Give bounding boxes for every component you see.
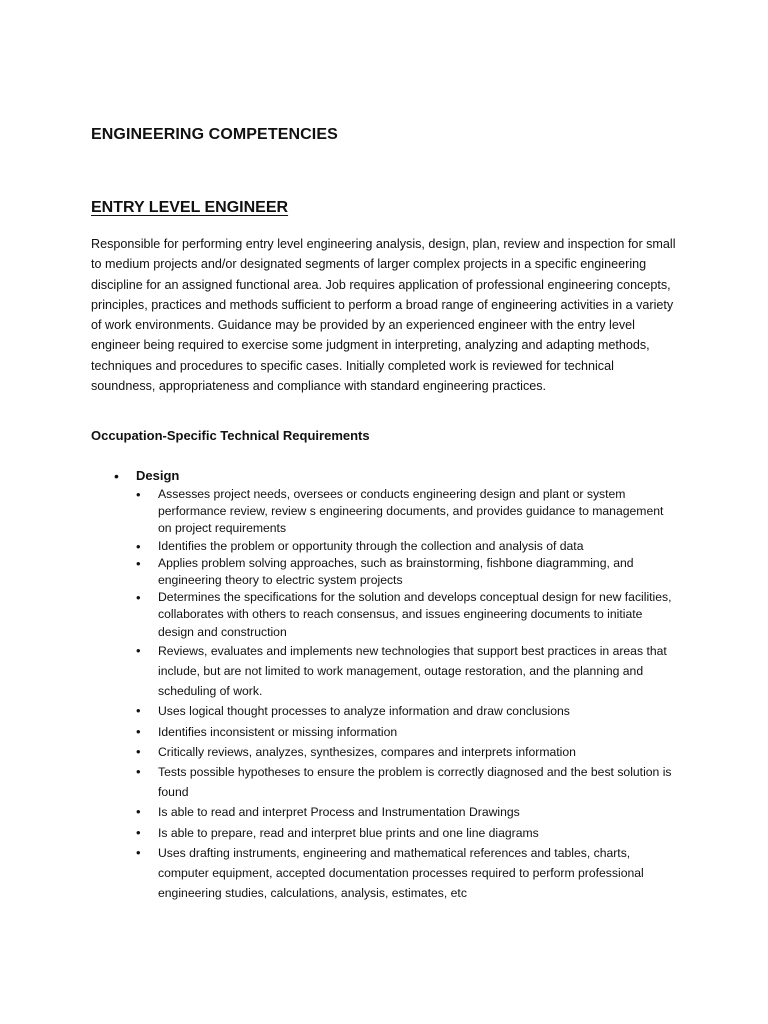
list-item bbox=[136, 742, 678, 762]
list-item bbox=[136, 701, 678, 721]
document-title: ENGINEERING COMPETENCIES bbox=[91, 126, 338, 143]
list-item-text: Assesses project needs, oversees or conducts engineering design and plant or system performance review, review s engineering documents, and provides guidance to management on project requirements bbox=[158, 487, 664, 536]
bullet-icon: • bbox=[136, 555, 141, 571]
bullet-icon: • bbox=[136, 538, 141, 554]
bullet-icon: • bbox=[136, 824, 141, 840]
bullet-icon: • bbox=[136, 703, 141, 719]
role-title: ENTRY LEVEL ENGINEER bbox=[91, 199, 289, 216]
section-heading: Occupation-Specific Technical Requirements bbox=[91, 428, 370, 443]
list-item-text: Is able to read and interpret Process and Instrumentation Drawings bbox=[158, 805, 520, 820]
list-item bbox=[136, 802, 678, 822]
list-item bbox=[136, 722, 678, 742]
list-item-text: Determines the specifications for the solution and develops conceptual design for new facilities, collaborates with others to reach consensus, and issues engineering documents to initiate design and construction bbox=[158, 590, 672, 639]
list-item-text: Identifies the problem or opportunity through the collection and analysis of data bbox=[158, 538, 584, 553]
bullet-icon: • bbox=[136, 743, 141, 759]
requirements-list bbox=[91, 466, 691, 903]
bullet-icon: • bbox=[136, 590, 141, 606]
list-item-text: Critically reviews, analyzes, synthesizes, compares and interprets information bbox=[158, 744, 576, 759]
design-requirements-list bbox=[136, 486, 691, 903]
list-item-text: Reviews, evaluates and implements new technologies that support best practices in areas that include, but are not limited to work management, outage restoration, and the planning and scheduling of work. bbox=[158, 643, 667, 699]
list-item bbox=[136, 538, 678, 555]
list-item-text: Identifies inconsistent or missing information bbox=[158, 724, 398, 739]
list-item bbox=[136, 555, 678, 589]
list-item bbox=[136, 843, 678, 904]
bullet-icon: • bbox=[114, 468, 119, 484]
bullet-icon: • bbox=[136, 723, 141, 739]
list-item-text: Uses logical thought processes to analyze information and draw conclusions bbox=[158, 704, 570, 719]
category-item bbox=[91, 466, 691, 903]
bullet-icon: • bbox=[136, 844, 141, 860]
category-label: Design bbox=[136, 468, 180, 483]
list-item bbox=[136, 589, 678, 641]
list-item bbox=[136, 823, 678, 843]
list-item bbox=[136, 762, 678, 802]
bullet-icon: • bbox=[136, 487, 141, 502]
list-item bbox=[136, 486, 678, 538]
bullet-icon: • bbox=[136, 642, 141, 658]
role-description: Responsible for performing entry level engineering analysis, design, plan, review and inspection for small to medium projects and/or designated segments of larger complex projects in a specific engineering discipline for an assigned functional area. Job requires application of professional engineering concepts, principles, practices and methods sufficient to perform a broad range of engineering activities in a variety of work environments. Guidance may be provided by an experienced engineer with the entry level engineer being required to exercise some judgment in interpreting, analyzing and adapting methods, techniques and procedures to specific cases. Initially completed work is reviewed for technical soundness, appropriateness and compliance with standard engineering practices. bbox=[91, 237, 676, 394]
list-item bbox=[136, 641, 678, 702]
list-item-text: Tests possible hypotheses to ensure the problem is correctly diagnosed and the best solution is found bbox=[158, 765, 672, 800]
bullet-icon: • bbox=[136, 764, 141, 780]
list-item-text: Uses drafting instruments, engineering and mathematical references and tables, charts, computer equipment, accepted documentation processes required to perform professional engineering studies, calculations, analysis, estimates, etc bbox=[158, 845, 644, 901]
bullet-icon: • bbox=[136, 804, 141, 820]
list-item-text: Is able to prepare, read and interpret blue prints and one line diagrams bbox=[158, 825, 539, 840]
list-item-text: Applies problem solving approaches, such as brainstorming, fishbone diagramming, and engineering theory to electric system projects bbox=[158, 555, 634, 588]
